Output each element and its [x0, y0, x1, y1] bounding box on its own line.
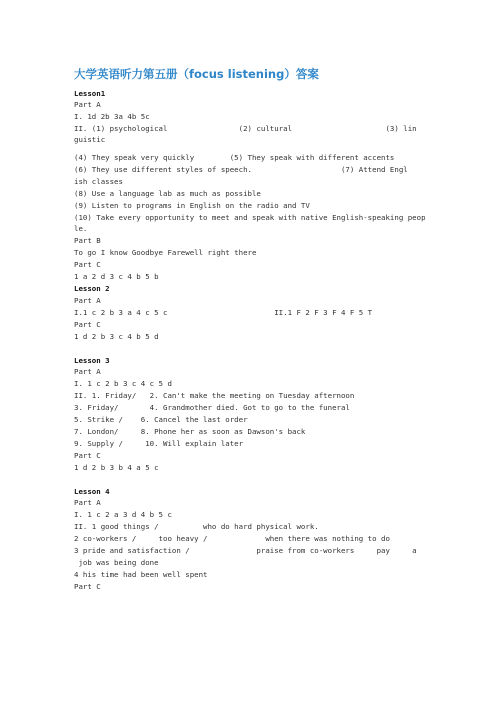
document-title: 大学英语听力第五册（focus listening）答案 [74, 67, 319, 81]
text-line: Part B [74, 236, 101, 245]
text-line: 1 a 2 d 3 c 4 b 5 b [74, 272, 159, 281]
text-line: (9) Listen to programs in English on the radio and TV [74, 201, 310, 210]
text-line: II. (1) psychological (2) cultural (3) lin [74, 124, 417, 133]
text-line: guistic [74, 135, 106, 144]
text-line: le. [74, 224, 88, 233]
text-line: Part A [74, 100, 101, 109]
text-line: 1 d 2 b 3 b 4 a 5 c [74, 463, 159, 472]
text-line: (4) They speak very quickly (5) They speak with different accents [74, 153, 395, 162]
lesson-heading: Lesson 3 [74, 356, 110, 365]
text-line: Part A [74, 367, 101, 376]
text-line: (10) Take every opportunity to meet and speak with native English-speaking peop [74, 213, 426, 222]
text-line: Part C [74, 451, 101, 460]
text-line: (6) They use different styles of speech. (7) Attend Engl [74, 165, 408, 174]
text-line: To go I know Goodbye Farewell right there [74, 248, 257, 257]
text-line: I. 1d 2b 3a 4b 5c [74, 112, 150, 121]
text-line: I. 1 c 2 a 3 d 4 b 5 c [74, 510, 172, 519]
text-line: Part A [74, 296, 101, 305]
text-line: 3 pride and satisfaction / praise from co-workers pay a [74, 546, 417, 555]
lesson-heading: Lesson1 [74, 89, 106, 98]
text-line: 4 his time had been well spent [74, 570, 208, 579]
text-line: 9. Supply / 10. Will explain later [74, 439, 244, 448]
text-line: Part A [74, 498, 101, 507]
text-line: 3. Friday/ 4. Grandmother died. Got to go to the funeral [74, 403, 350, 412]
text-line: I.1 c 2 b 3 a 4 c 5 c II.1 F 2 F 3 F 4 F 5 T [74, 308, 373, 317]
lesson-heading: Lesson 4 [74, 487, 110, 496]
text-line: Part C [74, 582, 101, 591]
text-line: (8) Use a language lab as much as possible [74, 189, 261, 198]
text-line: Part C [74, 320, 101, 329]
text-line: job was being done [74, 558, 159, 567]
text-line: II. 1. Friday/ 2. Can't make the meeting on Tuesday afternoon [74, 391, 355, 400]
text-line: II. 1 good things / who do hard physical work. [74, 522, 319, 531]
text-line: 5. Strike / 6. Cancel the last order [74, 415, 248, 424]
text-line: I. 1 c 2 b 3 c 4 c 5 d [74, 379, 172, 388]
text-line: 2 co-workers / too heavy / when there was nothing to do [74, 534, 390, 543]
text-line: ish classes [74, 177, 123, 186]
text-line: 1 d 2 b 3 c 4 b 5 d [74, 332, 159, 341]
lesson-heading: Lesson 2 [74, 284, 110, 293]
text-line: 7. London/ 8. Phone her as soon as Dawson's back [74, 427, 306, 436]
text-line: Part C [74, 260, 101, 269]
